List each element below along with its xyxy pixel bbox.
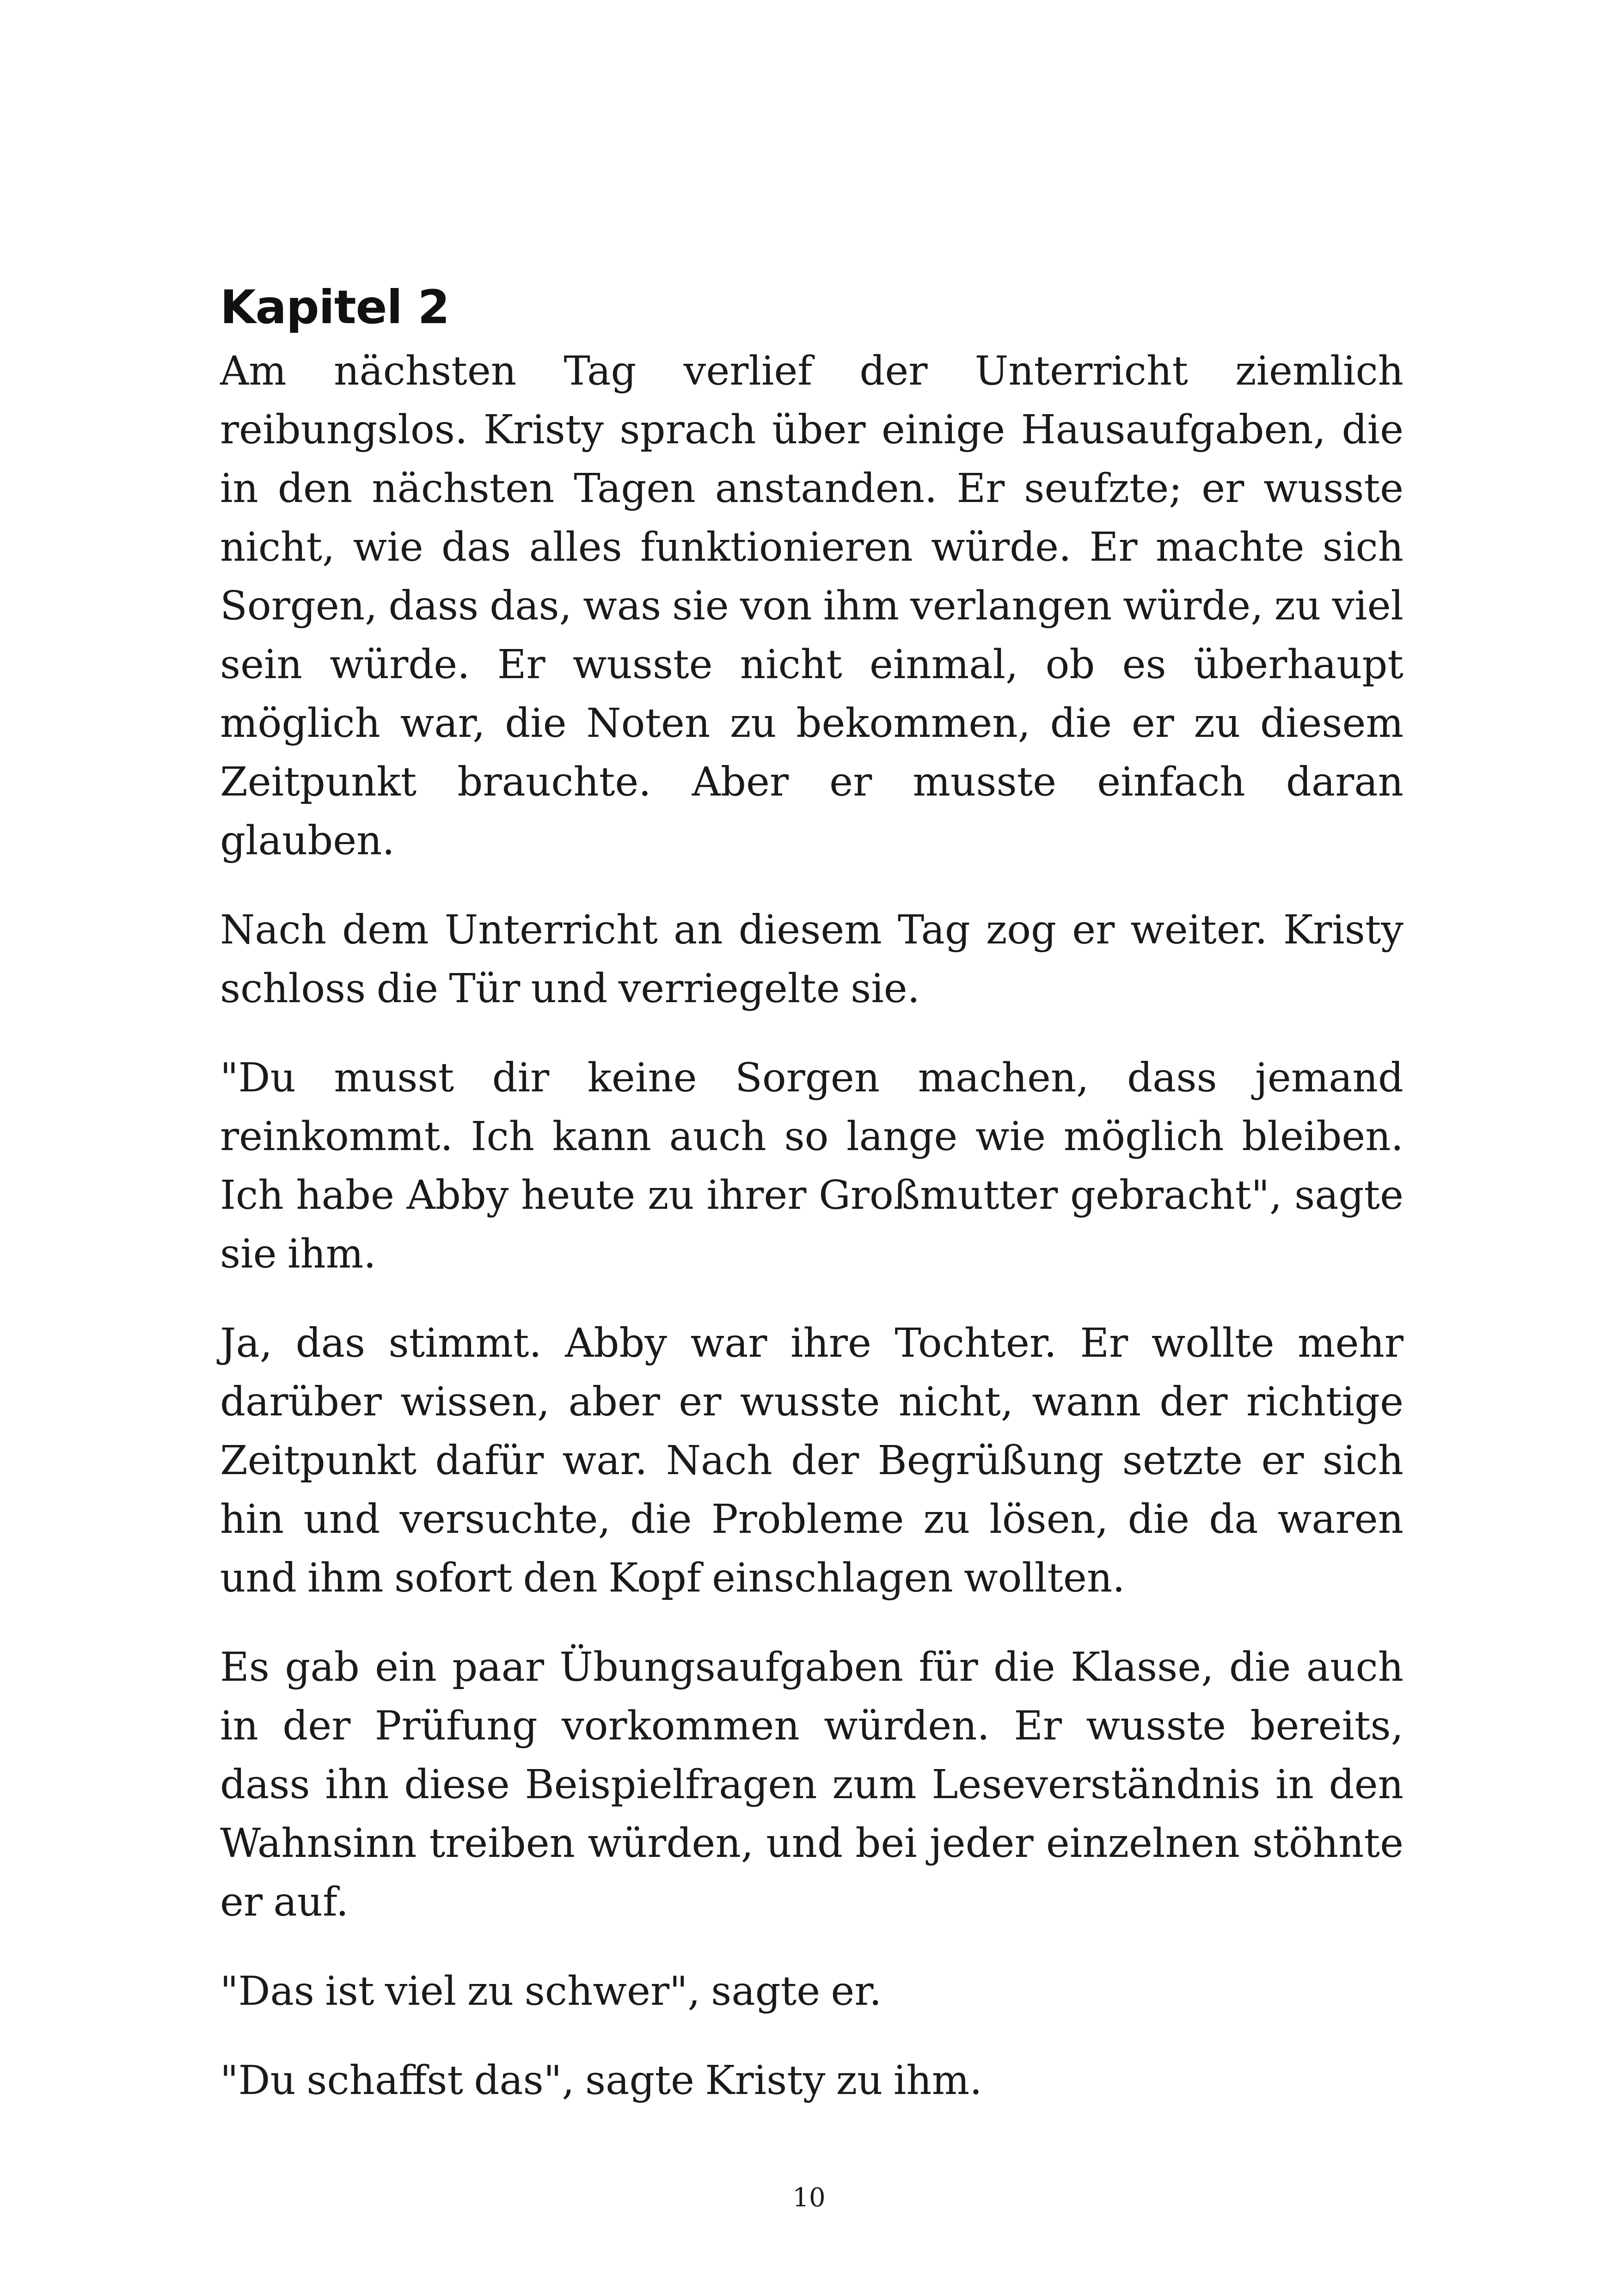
page-content — [220, 273, 1403, 2141]
chapter-title: Kapitel 2 — [220, 280, 450, 334]
paragraph-5: Es gab ein paar Übungsaufgaben für die Klasse, die auch in der Prüfung vorkommen würden. Er wusste bereits, dass ihn diese Beispielfragen zum Leseverständnis in den Wahnsinn treiben würden, und bei jeder einzelnen stöhnte er auf. — [220, 1644, 1403, 1925]
paragraph-2: Nach dem Unterricht an diesem Tag zog er weiter. Kristy schloss die Tür und verriegelte sie. — [220, 907, 1403, 1012]
paragraph-7: "Du schaffst das", sagte Kristy zu ihm. — [220, 2057, 982, 2104]
paragraph-1: Am nächsten Tag verlief der Unterricht ziemlich reibungslos. Kristy sprach über einige Hausaufgaben, die in den nächsten Tagen anstanden. Er seufzte; er wusste nicht, wie das alles funktionieren würde. Er machte sich Sorgen, dass das, was sie von ihm verlangen würde, zu viel sein würde. Er wusste nicht einmal, ob es überhaupt möglich war, die Noten zu bekommen, die er zu diesem Zeitpunkt brauchte. Aber er musste einfach daran glauben. — [220, 348, 1403, 864]
paragraph-3: "Du musst dir keine Sorgen machen, dass jemand reinkommt. Ich kann auch so lange wie möglich bleiben. Ich habe Abby heute zu ihrer Großmutter gebracht", sagte sie ihm. — [220, 1055, 1403, 1277]
page-number: 10 — [792, 2183, 826, 2213]
paragraph-6: "Das ist viel zu schwer", sagte er. — [220, 1968, 882, 2014]
paragraph-4: Ja, das stimmt. Abby war ihre Tochter. Er wollte mehr darüber wissen, aber er wusste nicht, wann der richtige Zeitpunkt dafür war. Nach der Begrüßung setzte er sich hin und versuchte, die Probleme zu lösen, die da waren und ihm sofort den Kopf einschlagen wollten. — [220, 1320, 1403, 1601]
